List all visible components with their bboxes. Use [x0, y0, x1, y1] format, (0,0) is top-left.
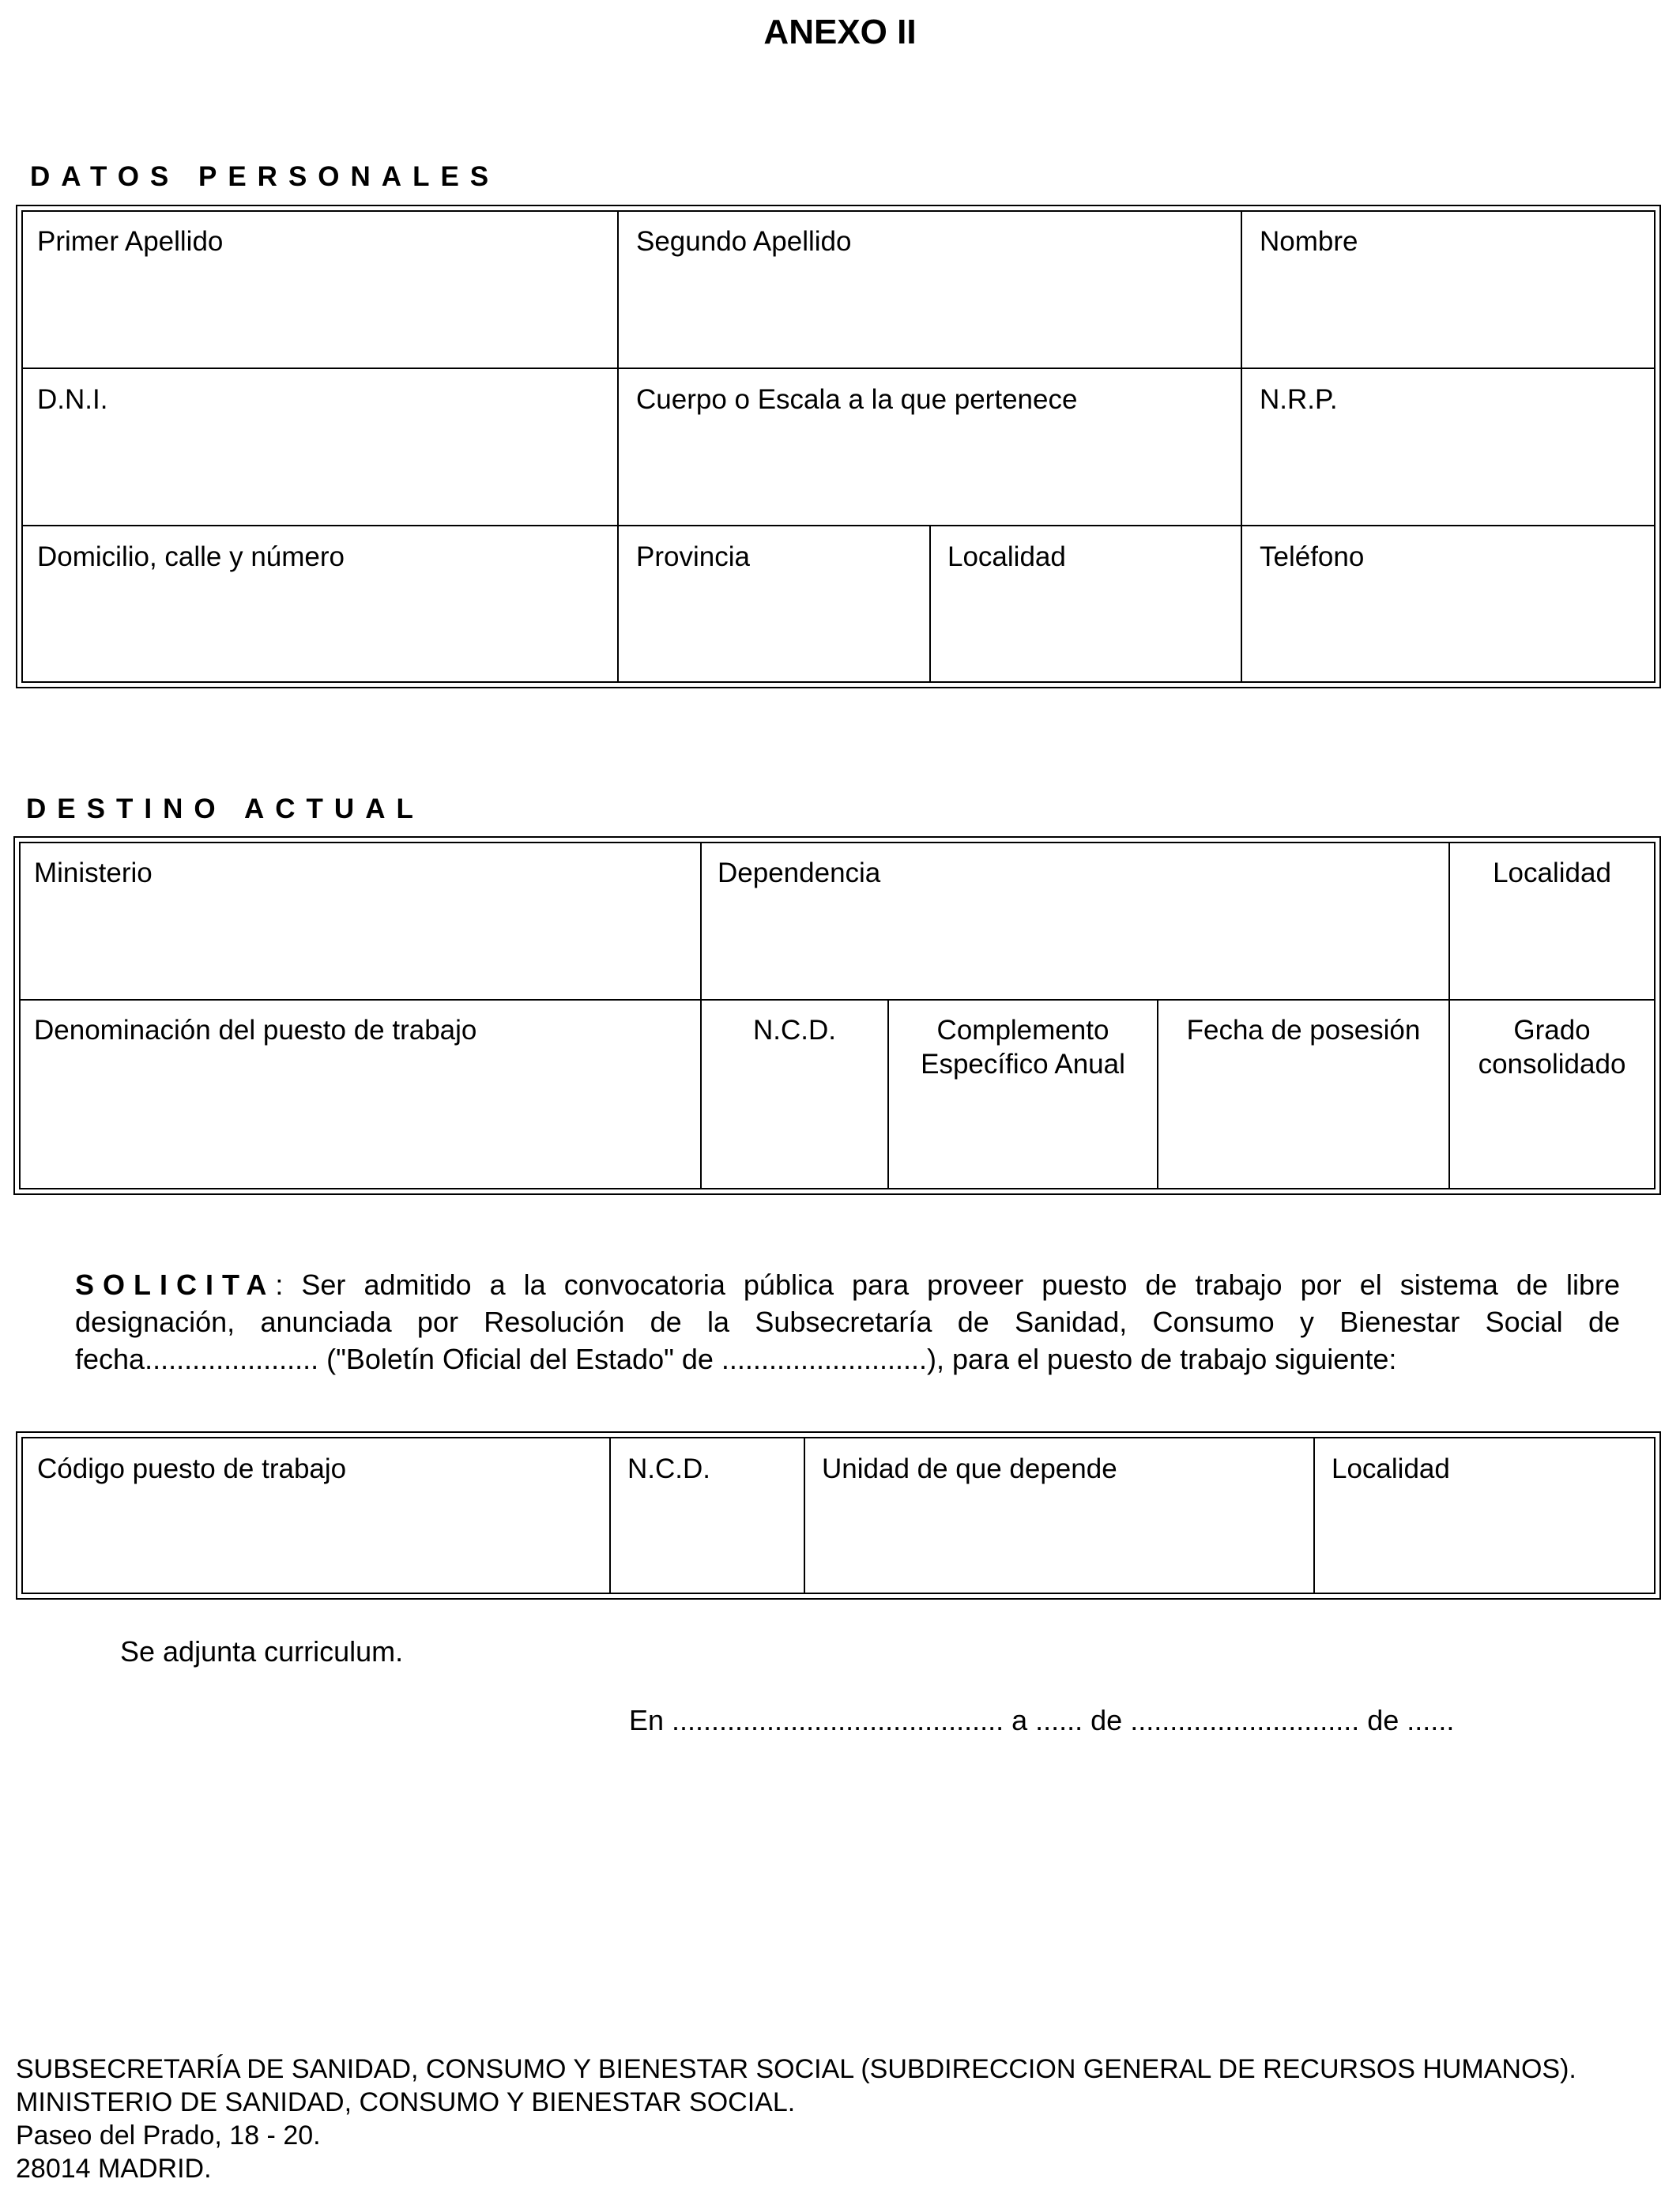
column-divider [929, 525, 931, 683]
footer-line-1: SUBSECRETARÍA DE SANIDAD, CONSUMO Y BIENESTAR SOCIAL (SUBDIRECCION GENERAL DE RECURSOS HUMANOS). [16, 2054, 1576, 2084]
denominacion-puesto-field[interactable]: Denominación del puesto de trabajo [34, 1015, 477, 1046]
complemento-label-line2: Específico Anual [921, 1049, 1125, 1080]
column-divider [609, 1437, 611, 1594]
footer-line-3: Paseo del Prado, 18 - 20. [16, 2120, 321, 2151]
unidad-depende-field[interactable]: Unidad de que depende [822, 1453, 1117, 1484]
telefono-field[interactable]: Teléfono [1260, 541, 1365, 572]
column-divider [1313, 1437, 1315, 1594]
solicita-label: SOLICITA [75, 1269, 276, 1301]
localidad-solicitado-field[interactable]: Localidad [1332, 1453, 1450, 1484]
ncd-field[interactable]: N.C.D. [753, 1015, 836, 1046]
ministerio-field[interactable]: Ministerio [34, 858, 153, 888]
datos-personales-heading: DATOS PERSONALES [30, 161, 500, 192]
grado-label-line1: Grado [1513, 1015, 1591, 1046]
table-inner-border [21, 210, 1656, 683]
row-divider [21, 525, 1656, 526]
ncd-solicitado-field[interactable]: N.C.D. [627, 1453, 710, 1484]
grado-consolidado-field[interactable] [1450, 1013, 1654, 1081]
row-divider [21, 368, 1656, 369]
dni-field[interactable]: D.N.I. [37, 384, 108, 415]
nrp-field[interactable]: N.R.P. [1260, 384, 1338, 415]
codigo-puesto-field[interactable]: Código puesto de trabajo [37, 1453, 347, 1484]
grado-label-line2: consolidado [1478, 1049, 1626, 1080]
nombre-field[interactable]: Nombre [1260, 226, 1358, 257]
curriculum-note: Se adjunta curriculum. [120, 1635, 404, 1668]
solicita-paragraph [75, 1266, 1620, 1378]
primer-apellido-field[interactable]: Primer Apellido [37, 226, 224, 257]
dependencia-field[interactable]: Dependencia [718, 858, 881, 888]
fecha-posesion-field[interactable]: Fecha de posesión [1186, 1015, 1421, 1046]
segundo-apellido-field[interactable]: Segundo Apellido [636, 226, 852, 257]
column-divider [1241, 210, 1242, 683]
provincia-field[interactable]: Provincia [636, 541, 750, 572]
destino-actual-heading: DESTINO ACTUAL [26, 794, 424, 824]
localidad-actual-field[interactable]: Localidad [1493, 858, 1611, 888]
complemento-label-line1: Complemento [936, 1015, 1109, 1046]
cuerpo-escala-field[interactable]: Cuerpo o Escala a la que pertenece [636, 384, 1078, 415]
fecha-lugar-line[interactable]: En .......................................... a ...... de ............................. de ...... [629, 1704, 1455, 1736]
complemento-especifico-field[interactable] [889, 1013, 1157, 1081]
column-divider [617, 210, 619, 683]
localidad-field[interactable]: Localidad [947, 541, 1066, 572]
footer-line-4: 28014 MADRID. [16, 2154, 212, 2184]
column-divider [804, 1437, 805, 1594]
domicilio-field[interactable]: Domicilio, calle y número [37, 541, 345, 572]
page-title: ANEXO II [763, 13, 917, 51]
footer-line-2: MINISTERIO DE SANIDAD, CONSUMO Y BIENESTAR SOCIAL. [16, 2087, 796, 2117]
row-divider [19, 999, 1656, 1001]
solicita-text: : Ser admitido a la convocatoria pública para proveer puesto de trabajo por el sistema de libre designación, anunciada por Resolución de la Subsecretaría de Sanidad, Consumo y Bienestar Social de fecha...................... ("Boletín Oficial del Estado" de ..........................), para el puesto de trabajo siguiente: [75, 1269, 1620, 1375]
